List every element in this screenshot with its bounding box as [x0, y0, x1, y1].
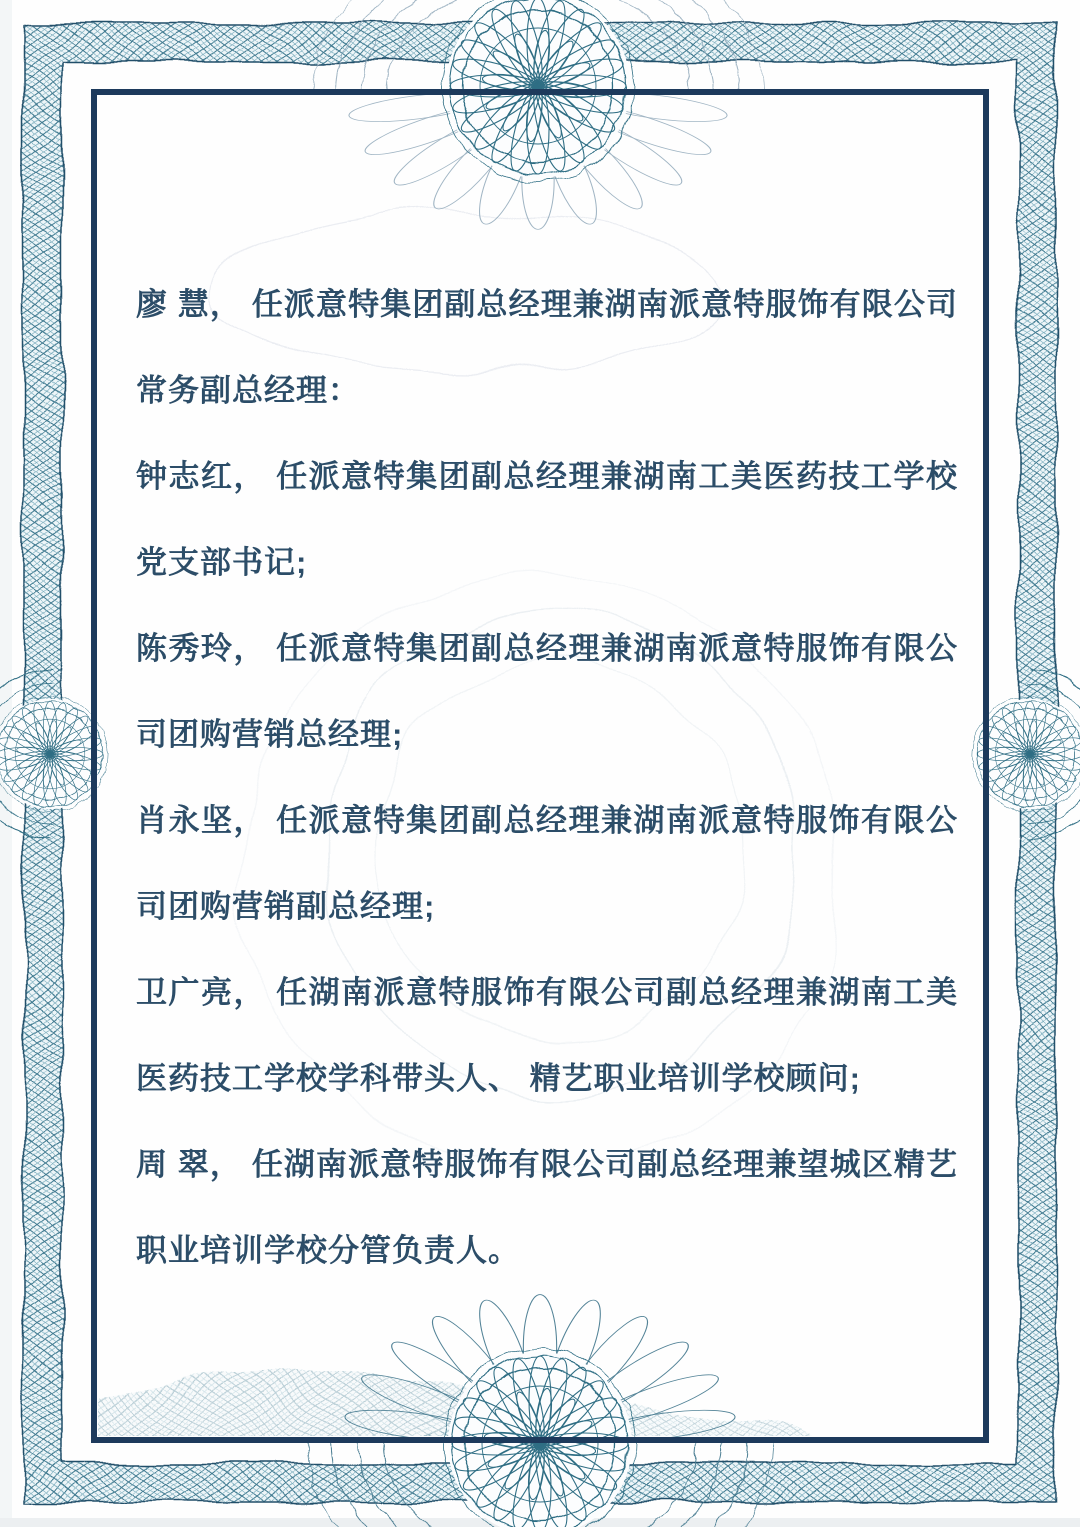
person-name: 周 翠，: [136, 1147, 243, 1182]
appointment-text: 任派意特集团副总经理兼湖南工美医药技工学校: [265, 459, 958, 494]
appointment-text: 常务副总经理：: [136, 373, 360, 408]
appointment-text: 医药技工学校学科带头人、 精艺职业培训学校顾问;: [136, 1061, 861, 1096]
appointment-line: [136, 692, 958, 778]
appointment-list: [136, 262, 958, 1294]
appointment-line: [136, 520, 958, 606]
appointment-text: 任派意特集团副总经理兼湖南派意特服饰有限公司: [242, 287, 958, 322]
person-name: 卫广亮，: [136, 975, 266, 1010]
appointment-text: 任湖南派意特服饰有限公司副总经理兼湖南工美: [265, 975, 958, 1010]
appointment-line: [136, 348, 958, 434]
appointment-line: [136, 606, 958, 692]
appointment-line: [136, 950, 958, 1036]
person-name: 肖永坚，: [136, 803, 266, 838]
appointment-line: [136, 778, 958, 864]
appointment-text: 党支部书记;: [136, 545, 308, 580]
appointment-text: 司团购营销副总经理;: [136, 889, 436, 924]
appointment-text: 任派意特集团副总经理兼湖南派意特服饰有限公: [265, 631, 958, 666]
appointment-line: [136, 434, 958, 520]
appointment-text: 职业培训学校分管负责人。: [136, 1233, 520, 1268]
appointment-text: 司团购营销总经理;: [136, 717, 404, 752]
appointment-text: 任湖南派意特服饰有限公司副总经理兼望城区精艺: [242, 1147, 958, 1182]
appointment-line: [136, 1036, 958, 1122]
appointment-line: [136, 864, 958, 950]
appointment-text: 任派意特集团副总经理兼湖南派意特服饰有限公: [265, 803, 958, 838]
person-name: 钟志红，: [136, 459, 266, 494]
person-name: 廖 慧，: [136, 287, 243, 322]
person-name: 陈秀玲，: [136, 631, 266, 666]
appointment-line: [136, 262, 958, 348]
appointment-line: [136, 1208, 958, 1294]
appointment-line: [136, 1122, 958, 1208]
